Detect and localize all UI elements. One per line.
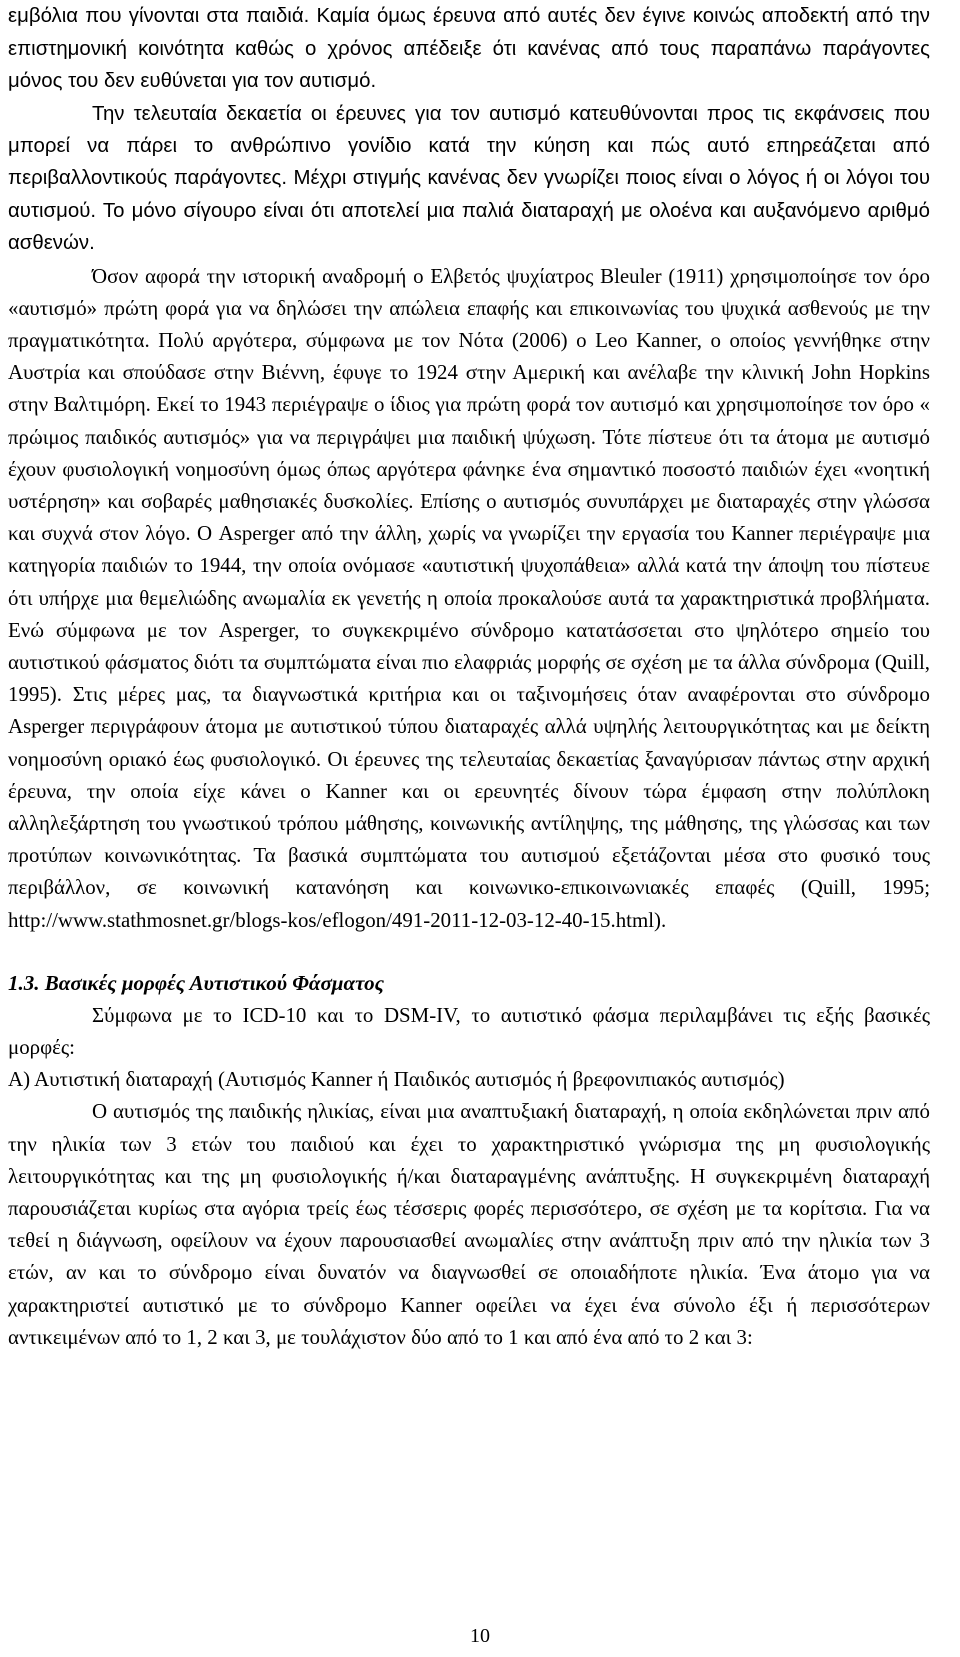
decade-paragraph: Την τελευταία δεκαετία οι έρευνες για τον αυτισμό κατευθύνονται προς τις εκφάνσεις που μπορεί να πάρει το ανθρώπινο γονίδιο κατά την κύηση και πώς αυτό επηρεάζεται από περιβαλλοντικούς παράγοντες. Μέχρι στιγμής κανένας δεν γνωρίζει ποιος είναι ο λόγος ή οι λόγοι του αυτισμού. Το μόνο σίγουρο είναι ότι αποτελεί μια παλιά διαταραχή με ολοένα και αυξανόμενο αριθμό ασθενών.	[8, 102, 930, 255]
childhood-paragraph: Ο αυτισμός της παιδικής ηλικίας, είναι μια αναπτυξιακή διαταραχή, η οποία εκδηλώνεται πριν από την ηλικία των 3 ετών του παιδιού και έχει το χαρακτηριστικό γνώρισμα της μη φυσιολογικής λειτουργικότητας και της μη φυσιολογικής ή/και διαταραγμένης ανάπτυξης. Η συγκεκριμένη διαταραχή παρουσιάζεται κυρίως στα αγόρια τρείς έως τέσσερις φορές περισσότερο, σε σχέση με τα κορίτσια. Για να τεθεί η διάγνωση, οφείλουν να έχουν παρουσιασθεί ανωμαλίες στην ανάπτυξη πριν από την ηλικία των 3 ετών, αν και το σύνδρομο είναι δυνατόν να διαγνωσθεί σε οποιαδήποτε ηλικία. Ένα άτομο για να χαρακτηριστεί αυτιστικό με το σύνδρομο Kanner οφείλει να έχει ένα σύνολο έξι ή περισσότερων αντικειμένων από το 1, 2 και 3, με τουλάχιστον δύο από το 1 και από ένα από το 2 και 3:	[8, 1099, 930, 1349]
page-number: 10	[470, 1625, 490, 1647]
lead-paragraph: εμβόλια που γίνονται στα παιδιά. Καμία όμως έρευνα από αυτές δεν έγινε κοινώς αποδεκτή από την επιστημονική κοινότητα καθώς ο χρόνος απέδειξε ότι κανένας από τους παραπάνω παράγοντες μόνος του δεν ευθύνεται για τον αυτισμό.	[8, 5, 930, 92]
history-paragraph: Όσον αφορά την ιστορική αναδρομή ο Ελβετός ψυχίατρος Bleuler (1911) χρησιμοποίησε τον όρο «αυτισμό» πρώτη φορά για να δηλώσει την απώλεια επαφής και επικοινωνίας του ψυχικά ασθενούς με την πραγματικότητα. Πολύ αργότερα, σύμφωνα με τον Νότα (2006) ο Leo Kanner, ο οποίος γεννήθηκε στην Αυστρία και σπούδασε στην Βιέννη, έφυγε το 1924 στην Αμερική και ανέλαβε την κλινική John Hopkins στην Βαλτιμόρη. Εκεί το 1943 περιέγραψε ο ίδιος για πρώτη φορά τον αυτισμό και χρησιμοποίησε τον όρο « πρώιμος παιδικός αυτισμός» για να περιγράψει μια παιδική ψύχωση. Τότε πίστευε ότι τα άτομα με αυτισμό έχουν φυσιολογική νοημοσύνη όμως όπως αργότερα φάνηκε ένα σημαντικό ποσοστό παιδιών έχει «νοητική υστέρηση» και σοβαρές μαθησιακές δυσκολίες. Επίσης ο αυτισμός συνυπάρχει με διαταραχές στην γλώσσα και συχνά στον λόγο. Ο Asperger από την άλλη, χωρίς να γνωρίζει την εργασία του Kanner περιέγραψε μια κατηγορία παιδιών το 1944, την οποία ονόμασε «αυτιστική ψυχοπάθεια» αλλά κατά την άποψη του πίστευε ότι υπήρχε μια θεμελιώδης ανωμαλία εκ γενετής η οποία προκαλούσε αυτά τα χαρακτηριστικά προβλήματα. Ενώ σύμφωνα με τον Asperger, το συγκεκριμένο σύνδρομο κατατάσσεται στο ψηλότερο σημείο του αυτιστικού φάσματος διότι τα συμπτώματα είναι πιο ελαφριάς μορφής σε σχέση με τα άλλα σύνδρομα (Quill, 1995). Στις μέρες μας, τα διαγνωστικά κριτήρια και οι ταξινομήσεις όταν αναφέρονται στο σύνδρομο Asperger περιγράφουν άτομα με αυτιστικού τύπου διαταραχές αλλά υψηλής λειτουργικότητας και με δείκτη νοημοσύνη οριακό έως φυσιολογικό. Οι έρευνες της τελευταίας δεκαετίας ξαναγύρισαν πάντως στην αρχική έρευνα, την οποία είχε κάνει ο Kanner και οι ερευνητές δίνουν τώρα έμφαση στην πολύπλοκη αλληλεξάρτηση του γνωστικού τρόπου μάθησης, κοινωνικής αντίληψης, της μάθησης, της γλώσσας και των προτύπων κοινωνικότητας. Τα βασικά συμπτώματα του αυτισμού εξετάζονται μέσα στο φυσικό τους περιβάλλον, σε κοινωνική κατανόηση και κοινωνικο-επικοινωνιακές επαφές (Quill, 1995; http://www.stathmosnet.gr/blogs-kos/eflogon/491-2011-12-03-12-40-15.html).	[8, 263, 930, 932]
section-heading: 1.3. Βασικές μορφές Αυτιστικού Φάσματος	[8, 970, 384, 995]
intro-paragraph: Σύμφωνα με το ICD-10 και το DSM-IV, το αυτιστικό φάσμα περιλαμβάνει τις εξής βασικές μορφές:	[8, 1002, 930, 1059]
list-item-a: Α) Αυτιστική διαταραχή (Αυτισμός Kanner ή Παιδικός αυτισμός ή βρεφονιπιακός αυτισμός)	[8, 1067, 785, 1092]
spacer	[8, 936, 930, 968]
